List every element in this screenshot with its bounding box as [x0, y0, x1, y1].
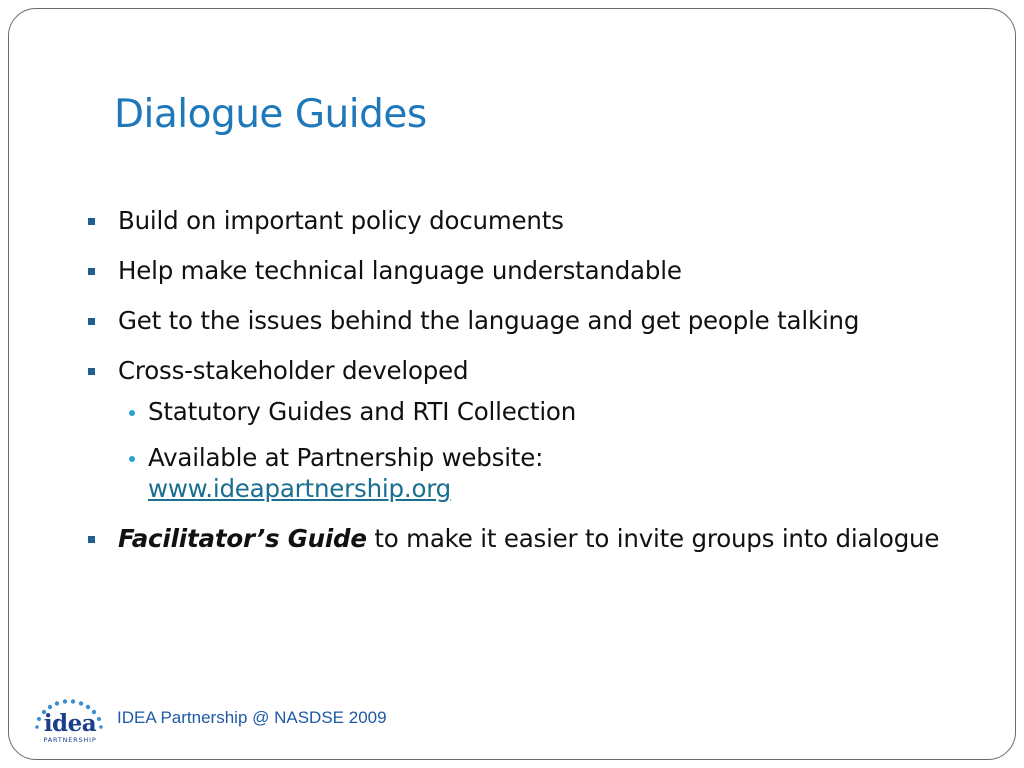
round-bullet-icon: [129, 456, 135, 462]
square-bullet-icon: [88, 536, 95, 543]
bullet-item: [84, 205, 944, 236]
bullet-item: [84, 305, 944, 336]
square-bullet-icon: [88, 218, 95, 225]
sub-bullet-item: [84, 396, 944, 427]
bullet-text: to make it easier to invite groups into dialogue: [366, 524, 940, 553]
square-bullet-icon: [88, 318, 95, 325]
bullet-text: Build on important policy documents: [118, 206, 564, 235]
facilitators-guide-emphasis: Facilitator’s Guide: [118, 524, 367, 553]
bullet-text: Cross-stakeholder developed: [118, 356, 469, 385]
idea-partnership-logo-icon: [30, 698, 110, 748]
footer-text: IDEA Partnership @ NASDSE 2009: [117, 708, 387, 727]
bullet-item: [84, 355, 944, 386]
logo-subtitle: PARTNERSHIP: [43, 736, 97, 744]
round-bullet-icon: [129, 410, 135, 416]
bullet-text: Help make technical language understandable: [118, 256, 682, 285]
sub-bullet-item: [84, 442, 944, 504]
website-link[interactable]: www.ideapartnership.org: [148, 474, 452, 503]
square-bullet-icon: [88, 368, 95, 375]
bullet-text: Get to the issues behind the language and get people talking: [118, 306, 860, 335]
logo-wordmark: idea: [43, 710, 97, 737]
bullet-item: [84, 255, 944, 286]
slide-title: Dialogue Guides: [114, 92, 427, 137]
sub-bullet-text: Available at Partnership website:: [148, 443, 544, 472]
sub-bullet-text: Statutory Guides and RTI Collection: [148, 397, 577, 426]
bullet-list: [84, 205, 944, 573]
bullet-item: [84, 523, 944, 554]
square-bullet-icon: [88, 268, 95, 275]
